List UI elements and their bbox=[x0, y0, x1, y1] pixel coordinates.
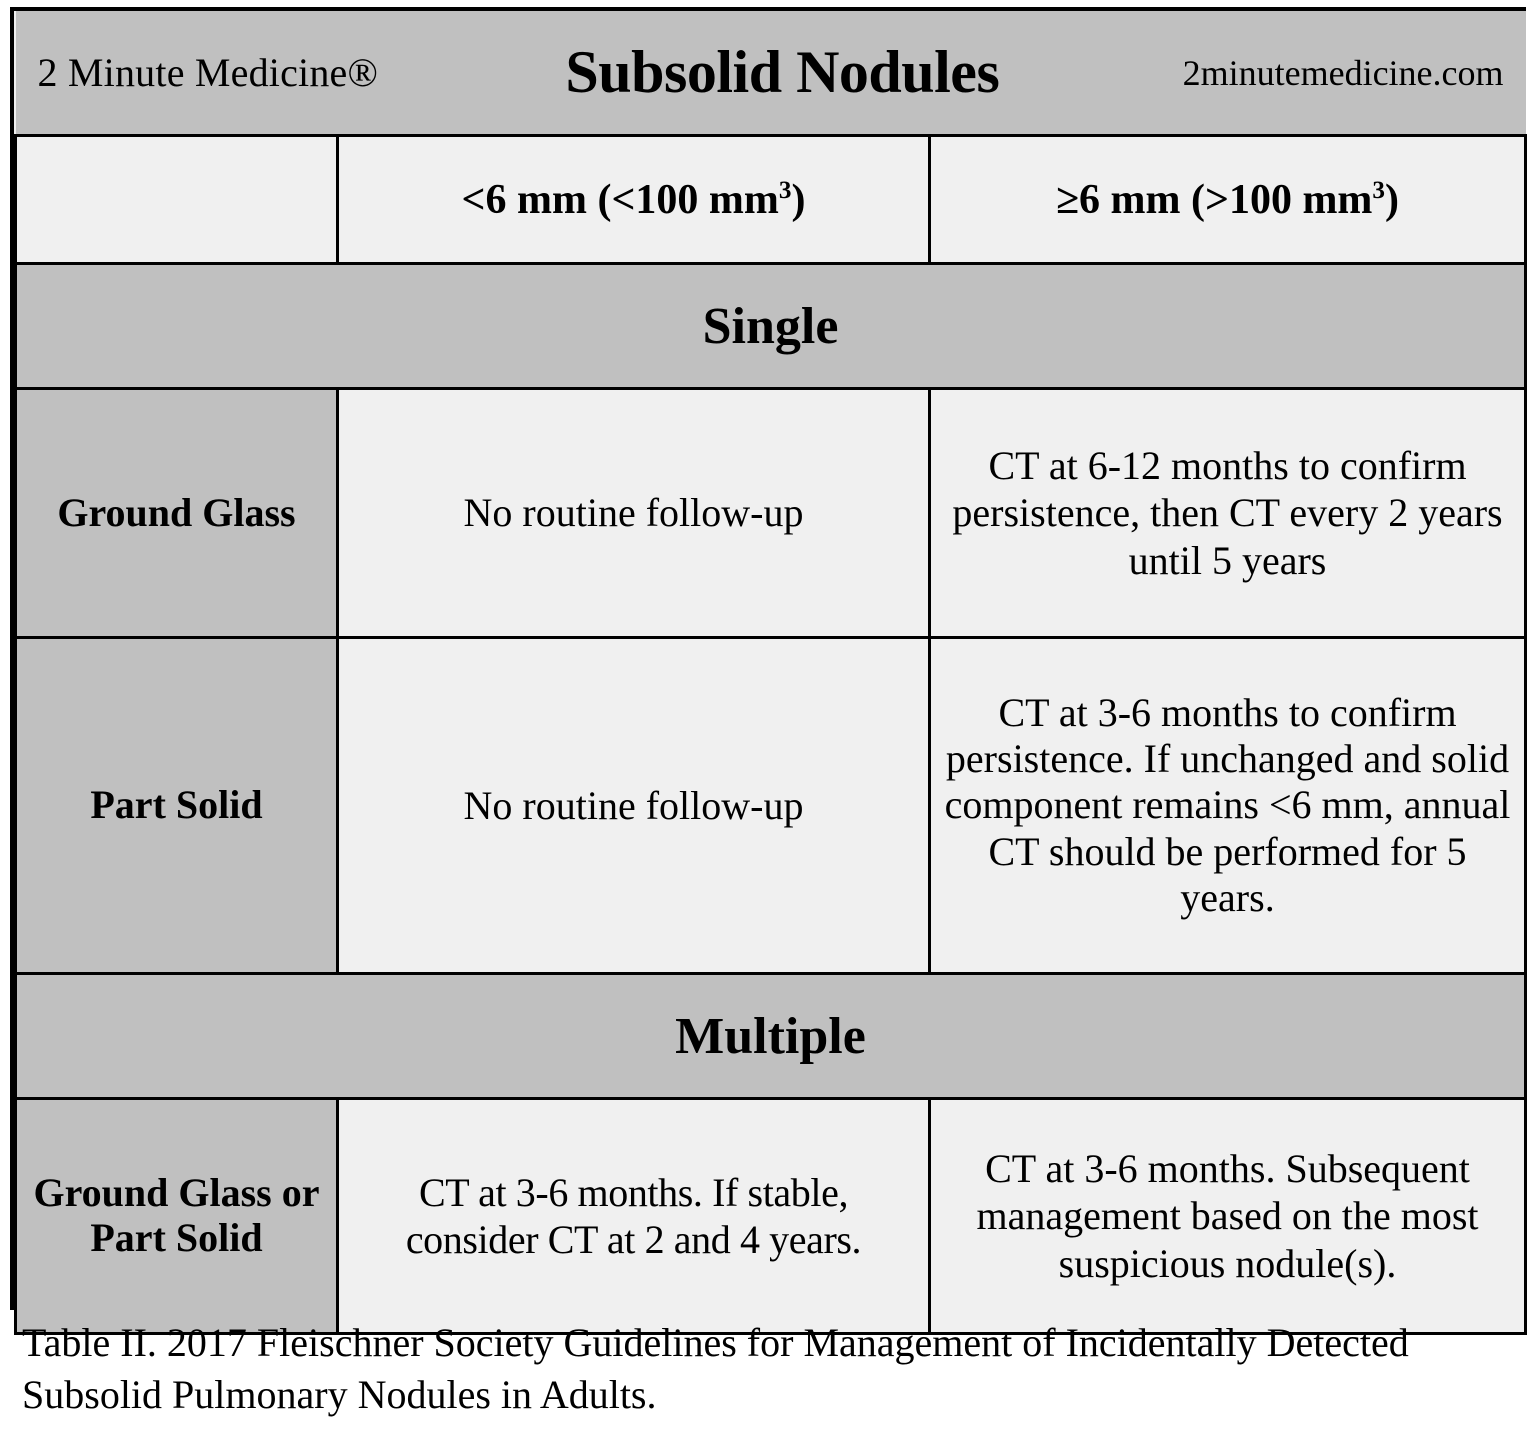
column-header-small-prefix: <6 mm (<100 mm bbox=[461, 176, 779, 223]
cell-multiple-small: CT at 3-6 months. If stable, consider CT at 2 and 4 years. bbox=[338, 1099, 930, 1334]
column-header-large-suffix: ) bbox=[1385, 176, 1400, 223]
banner bbox=[16, 11, 1526, 134]
cell-single-part-solid-large: CT at 3-6 months to confirm persistence. If unchanged and solid component remains <6 mm, annual CT should be performed for 5 years. bbox=[930, 638, 1526, 974]
table-row bbox=[16, 1099, 1526, 1334]
column-header-small-exponent: 3 bbox=[778, 176, 792, 204]
column-header-small bbox=[338, 136, 930, 264]
row-label-ground-glass: Ground Glass bbox=[16, 389, 338, 638]
corner-cell bbox=[16, 136, 338, 264]
page-title: Subsolid Nodules bbox=[565, 39, 1000, 105]
section-band-row-multiple bbox=[16, 974, 1526, 1099]
cell-single-ground-glass-small: No routine follow-up bbox=[338, 389, 930, 638]
table bbox=[14, 11, 1527, 1335]
row-label-ground-glass-or-part-solid: Ground Glass or Part Solid bbox=[16, 1099, 338, 1334]
nodule-management-table bbox=[10, 7, 1526, 1310]
section-label-single: Single bbox=[16, 264, 1526, 389]
table-row bbox=[16, 638, 1526, 974]
cell-multiple-large: CT at 3-6 months. Subsequent management based on the most suspicious nodule(s). bbox=[930, 1099, 1526, 1334]
section-band-row-single bbox=[16, 264, 1526, 389]
column-header-small-suffix: ) bbox=[791, 176, 806, 223]
table-caption: Table II. 2017 Fleischner Society Guidelines for Management of Incidentally Detected Subsolid Pulmonary Nodules in Adults. bbox=[22, 1320, 1409, 1417]
banner-row bbox=[16, 11, 1526, 136]
cell-single-part-solid-small: No routine follow-up bbox=[338, 638, 930, 974]
banner-cell bbox=[16, 11, 1526, 136]
table-row bbox=[16, 389, 1526, 638]
cell-single-ground-glass-large: CT at 6-12 months to confirm persistence, then CT every 2 years until 5 years bbox=[930, 389, 1526, 638]
brand-name: 2 Minute Medicine® bbox=[37, 50, 379, 95]
brand-website: 2minutemedicine.com bbox=[1182, 52, 1504, 93]
section-label-multiple: Multiple bbox=[16, 974, 1526, 1099]
column-header-large bbox=[930, 136, 1526, 264]
column-header-large-exponent: 3 bbox=[1372, 176, 1386, 204]
column-header-row bbox=[16, 136, 1526, 264]
row-label-part-solid: Part Solid bbox=[16, 638, 338, 974]
column-header-large-prefix: ≥6 mm (>100 mm bbox=[1056, 176, 1373, 223]
